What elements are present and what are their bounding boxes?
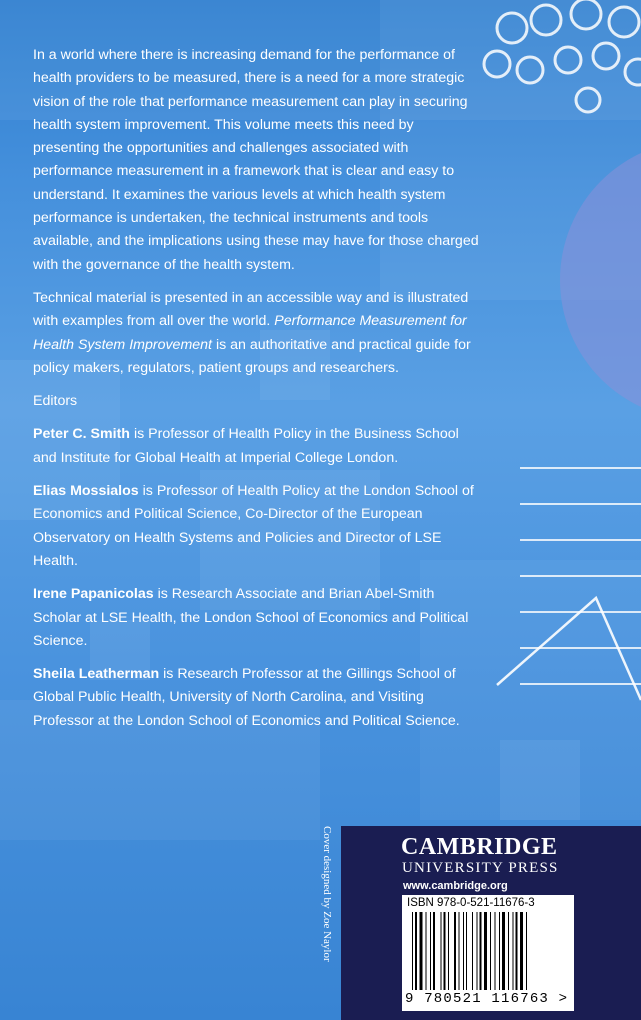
barcode-bar (433, 912, 435, 990)
editor-bio: Sheila Leatherman is Research Professor at the Gillings School of Global Public Health, University of North Carolina, and Visiting Professor at the London School of Economics and Political Science. (33, 666, 460, 729)
barcode-bar (454, 912, 456, 990)
barcode-bar (502, 912, 505, 990)
barcode-bar (480, 912, 482, 990)
barcode-bar (448, 912, 449, 990)
barcode-bar (508, 912, 509, 990)
blurb-paragraph-1: In a world where there is increasing demand for the performance of health providers to be measured, there is a need for a more strategic vision of the role that performance measurement can play in securing health system improvement. This volume meets this need by presenting the opportunities and challenges associated with performance measurement in a framework that is clear and easy to understand. It examines the various levels at which health system performance is undertaken, the technical instruments and tools available, and the implications using these may have for those charged with the governance of the health system. (33, 47, 479, 273)
barcode-bar (420, 912, 423, 990)
publisher-subtitle: UNIVERSITY PRESS (402, 860, 559, 876)
barcode-bar (444, 912, 446, 990)
editor-bio: Peter C. Smith is Professor of Health Policy in the Business School and Institute for Global Health at Imperial College London. (33, 426, 459, 466)
editor-name: Peter C. Smith (33, 426, 130, 443)
editor-bio: Irene Papanicolas is Research Associate and Brian Abel-Smith Scholar at LSE Health, the London School of Economics and Political Science. (33, 586, 469, 649)
barcode-bars (406, 912, 570, 992)
editor-name: Irene Papanicolas (33, 586, 154, 603)
publisher-panel (341, 826, 641, 1020)
blurb-paragraph-2: Technical material is presented in an accessible way and is illustrated with examples from all over the world. Performance Measurement for Health System Improvement is an authoritative and practical guide for policy makers, regulators, patient groups and researchers. (33, 289, 471, 376)
barcode-bar (459, 912, 460, 990)
barcode-bar (526, 912, 527, 990)
editors-heading: Editors (33, 393, 78, 410)
barcode-bar (466, 912, 467, 990)
barcode-bar (477, 912, 478, 990)
barcode-bar (516, 912, 518, 990)
barcode-bar (520, 912, 523, 990)
barcode-bar (490, 912, 491, 990)
cover-credit: Cover designed by Zoe Naylor (321, 826, 333, 962)
isbn-label: ISBN 978-0-521-11676-3 (407, 897, 535, 909)
book-title: Performance Measurement for Health System Improvement (33, 313, 467, 353)
editor-name: Elias Mossialos (33, 483, 139, 500)
isbn-barcode (402, 895, 574, 1011)
back-cover-text (33, 44, 483, 743)
barcode-bar (415, 912, 417, 990)
barcode-bar (495, 912, 496, 990)
barcode-bar (472, 912, 473, 990)
barcode-bar (463, 912, 464, 990)
editor-name: Sheila Leatherman (33, 666, 160, 683)
barcode-bar (426, 912, 427, 990)
barcode-bar (513, 912, 514, 990)
barcode-bar (412, 912, 413, 990)
barcode-bar (430, 912, 431, 990)
barcode-bar (499, 912, 500, 990)
publisher-url[interactable]: www.cambridge.org (403, 880, 508, 892)
editor-bio: Elias Mossialos is Professor of Health Policy at the London School of Economics and Political Science, Co-Director of the European Observatory on Health Systems and Policies and Director of LSE Health. (33, 483, 474, 569)
barcode-bar (441, 912, 442, 990)
barcode-bar (484, 912, 487, 990)
publisher-name: CAMBRIDGE (401, 834, 558, 860)
barcode-digits: 9 780521 116763 > (405, 991, 569, 1007)
